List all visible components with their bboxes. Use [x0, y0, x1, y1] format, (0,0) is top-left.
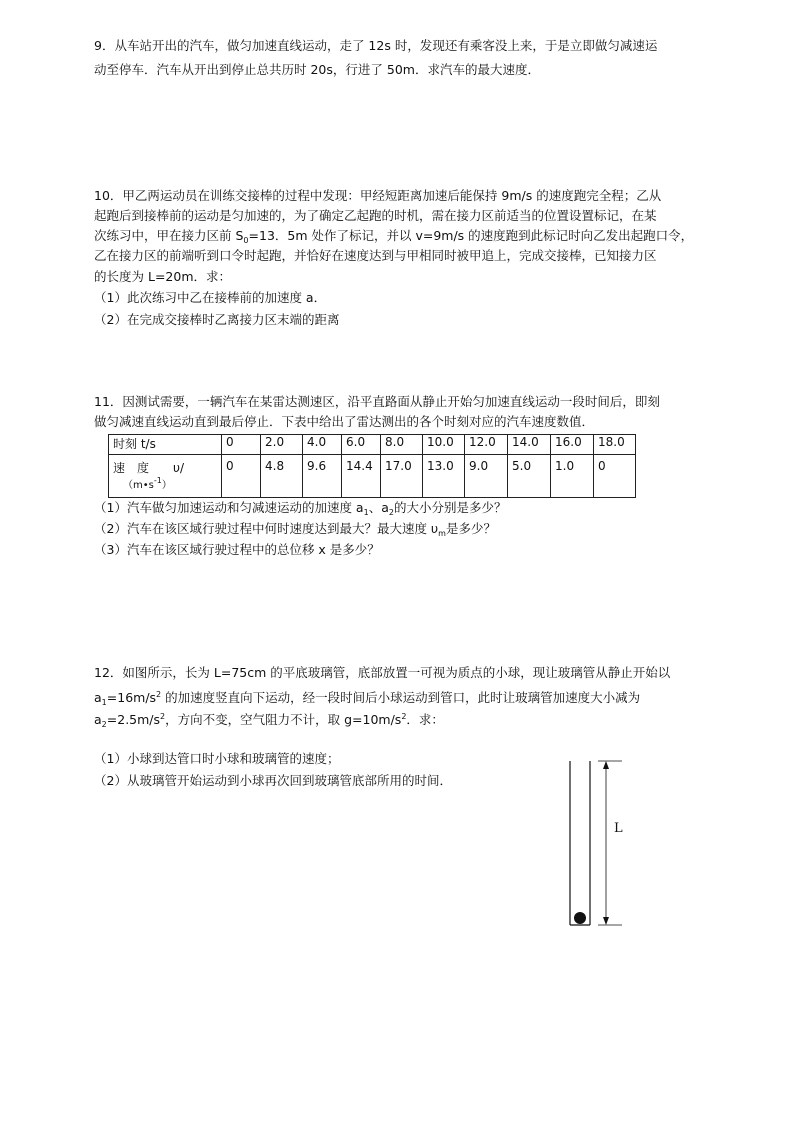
speed-cell: 9.0 [465, 455, 508, 498]
q10-line-3-subscript: 0 [243, 236, 249, 245]
time-cell: 16.0 [551, 435, 594, 455]
q12-line-3-sup-2: 2 [401, 712, 407, 721]
q12-line-2-sup: 2 [156, 690, 162, 699]
q11-part-1-sub-2: 2 [388, 508, 394, 517]
q12-line-3-sub: 2 [101, 720, 107, 729]
q12-line-3-a: a [94, 712, 102, 727]
time-cell: 4.0 [303, 435, 342, 455]
glass-tube-figure [560, 755, 630, 930]
speed-time-table [108, 434, 636, 498]
q9-line-2: 动至停车．汽车从开出到停止总共历时 20s，行进了 50m．求汽车的最大速度． [94, 62, 540, 77]
time-cell: 6.0 [342, 435, 381, 455]
q12-line-1: 12．如图所示，长为 L=75cm 的平底玻璃管，底部放置一可视为质点的小球，现让玻璃管从静止开始以 [94, 665, 671, 680]
q12-line-3-sup: 2 [160, 712, 166, 721]
ball-icon [574, 912, 586, 924]
q10-part-2: （2）在完成交接棒时乙离接力区末端的距离 [94, 312, 340, 327]
q12-line-3-b: =2.5m/s [106, 712, 161, 727]
q12-line-2-b: =16m/s [106, 690, 157, 705]
q10-line-3-text-a: 次练习中，甲在接力区前 S [94, 228, 244, 243]
q10-line-4: 乙在接力区的前端听到口令时起跑，并恰好在速度达到与甲相同时被甲追上，完成交接棒，已知接力区 [94, 248, 657, 263]
table-row-speed [109, 455, 636, 498]
q10-line-5: 的长度为 L=20m．求： [94, 269, 231, 284]
q11-part-1 [94, 499, 506, 522]
speed-cell: 1.0 [551, 455, 594, 498]
speed-cell: 4.8 [261, 455, 303, 498]
speed-unit-text-c: ） [161, 480, 172, 491]
speed-cell: 0 [222, 455, 261, 498]
speed-header-line-1: 速 度 υ/ [113, 461, 184, 475]
speed-cell: 17.0 [381, 455, 423, 498]
q11-line-2: 做匀减速直线运动直到最后停止．下表中给出了雷达测出的各个时刻对应的汽车速度数值． [94, 414, 595, 429]
speed-cell: 9.6 [303, 455, 342, 498]
q9-line-1: 9．从车站开出的汽车，做匀加速直线运动，走了 12s 时，发现还有乘客没上来，于是立即做匀减速运 [94, 38, 658, 53]
q12-line-2-a: a [94, 690, 102, 705]
time-cell: 8.0 [381, 435, 423, 455]
q11-part-1-sub-1: 1 [363, 508, 369, 517]
q12-part-2: （2）从玻璃管开始运动到小球再次回到玻璃管底部所用的时间． [94, 773, 452, 788]
speed-cell: 5.0 [508, 455, 551, 498]
speed-cell: 14.4 [342, 455, 381, 498]
time-cell: 0 [222, 435, 261, 455]
q12-line-3-d: ．求： [406, 712, 444, 727]
q12-part-1: （1）小球到达管口时小球和玻璃管的速度； [94, 751, 340, 766]
q10-line-3-text-b: =13．5m 处作了标记，并以 v=9m/s 的速度跑到此标记时向乙发出起跑口令， [248, 228, 694, 243]
time-cell: 10.0 [423, 435, 465, 455]
arrow-down-icon [603, 917, 609, 925]
q11-part-2-text-b: 是多少？ [445, 521, 496, 536]
q10-line-1: 10．甲乙两运动员在训练交接棒的过程中发现：甲经短距离加速后能保持 9m/s 的速度跑完全程；乙从 [94, 188, 662, 203]
speed-cell: 0 [594, 455, 636, 498]
time-cell: 14.0 [508, 435, 551, 455]
length-label: L [614, 821, 623, 836]
speed-header-cell [109, 455, 222, 498]
q11-part-2-sub: m [438, 529, 446, 538]
q12-line-2-c: 的加速度竖直向下运动，经一段时间后小球运动到管口，此时让玻璃管加速度大小减为 [161, 690, 641, 705]
q10-line-2: 起跑后到接棒前的运动是匀加速的，为了确定乙起跑的时机，需在接力区前适当的位置设置标记，在某 [94, 208, 657, 223]
time-cell: 2.0 [261, 435, 303, 455]
q12-line-2-sub: 1 [101, 698, 107, 707]
speed-unit-text-a: （m•s [123, 480, 154, 491]
q11-part-1-text-c: 的大小分别是多少？ [393, 500, 507, 515]
speed-header-line-2 [113, 476, 217, 491]
q12-line-3-c: ，方向不变，空气阻力不计，取 g=10m/s [165, 712, 402, 727]
q11-part-1-text-a: （1）汽车做匀加速运动和匀减速运动的加速度 a [94, 500, 364, 515]
q11-line-1: 11．因测试需要，一辆汽车在某雷达测速区，沿平直路面从静止开始匀加速直线运动一段时间后，即刻 [94, 394, 660, 409]
q11-part-1-text-b: 、a [368, 500, 389, 515]
q11-part-3: （3）汽车在该区域行驶过程中的总位移 x 是多少？ [94, 542, 380, 557]
q11-part-2-text-a: （2）汽车在该区域行驶过程中何时速度达到最大？最大速度 υ [94, 521, 439, 536]
time-cell: 12.0 [465, 435, 508, 455]
q10-part-1: （1）此次练习中乙在接棒前的加速度 a． [94, 290, 327, 305]
speed-cell: 13.0 [423, 455, 465, 498]
q12-line-3 [94, 708, 444, 734]
table-row-time [109, 435, 636, 455]
q11-part-2 [94, 520, 496, 543]
time-header-cell: 时刻 t/s [109, 435, 222, 455]
time-cell: 18.0 [594, 435, 636, 455]
arrow-up-icon [603, 761, 609, 769]
speed-unit-superscript: -1 [153, 476, 162, 485]
